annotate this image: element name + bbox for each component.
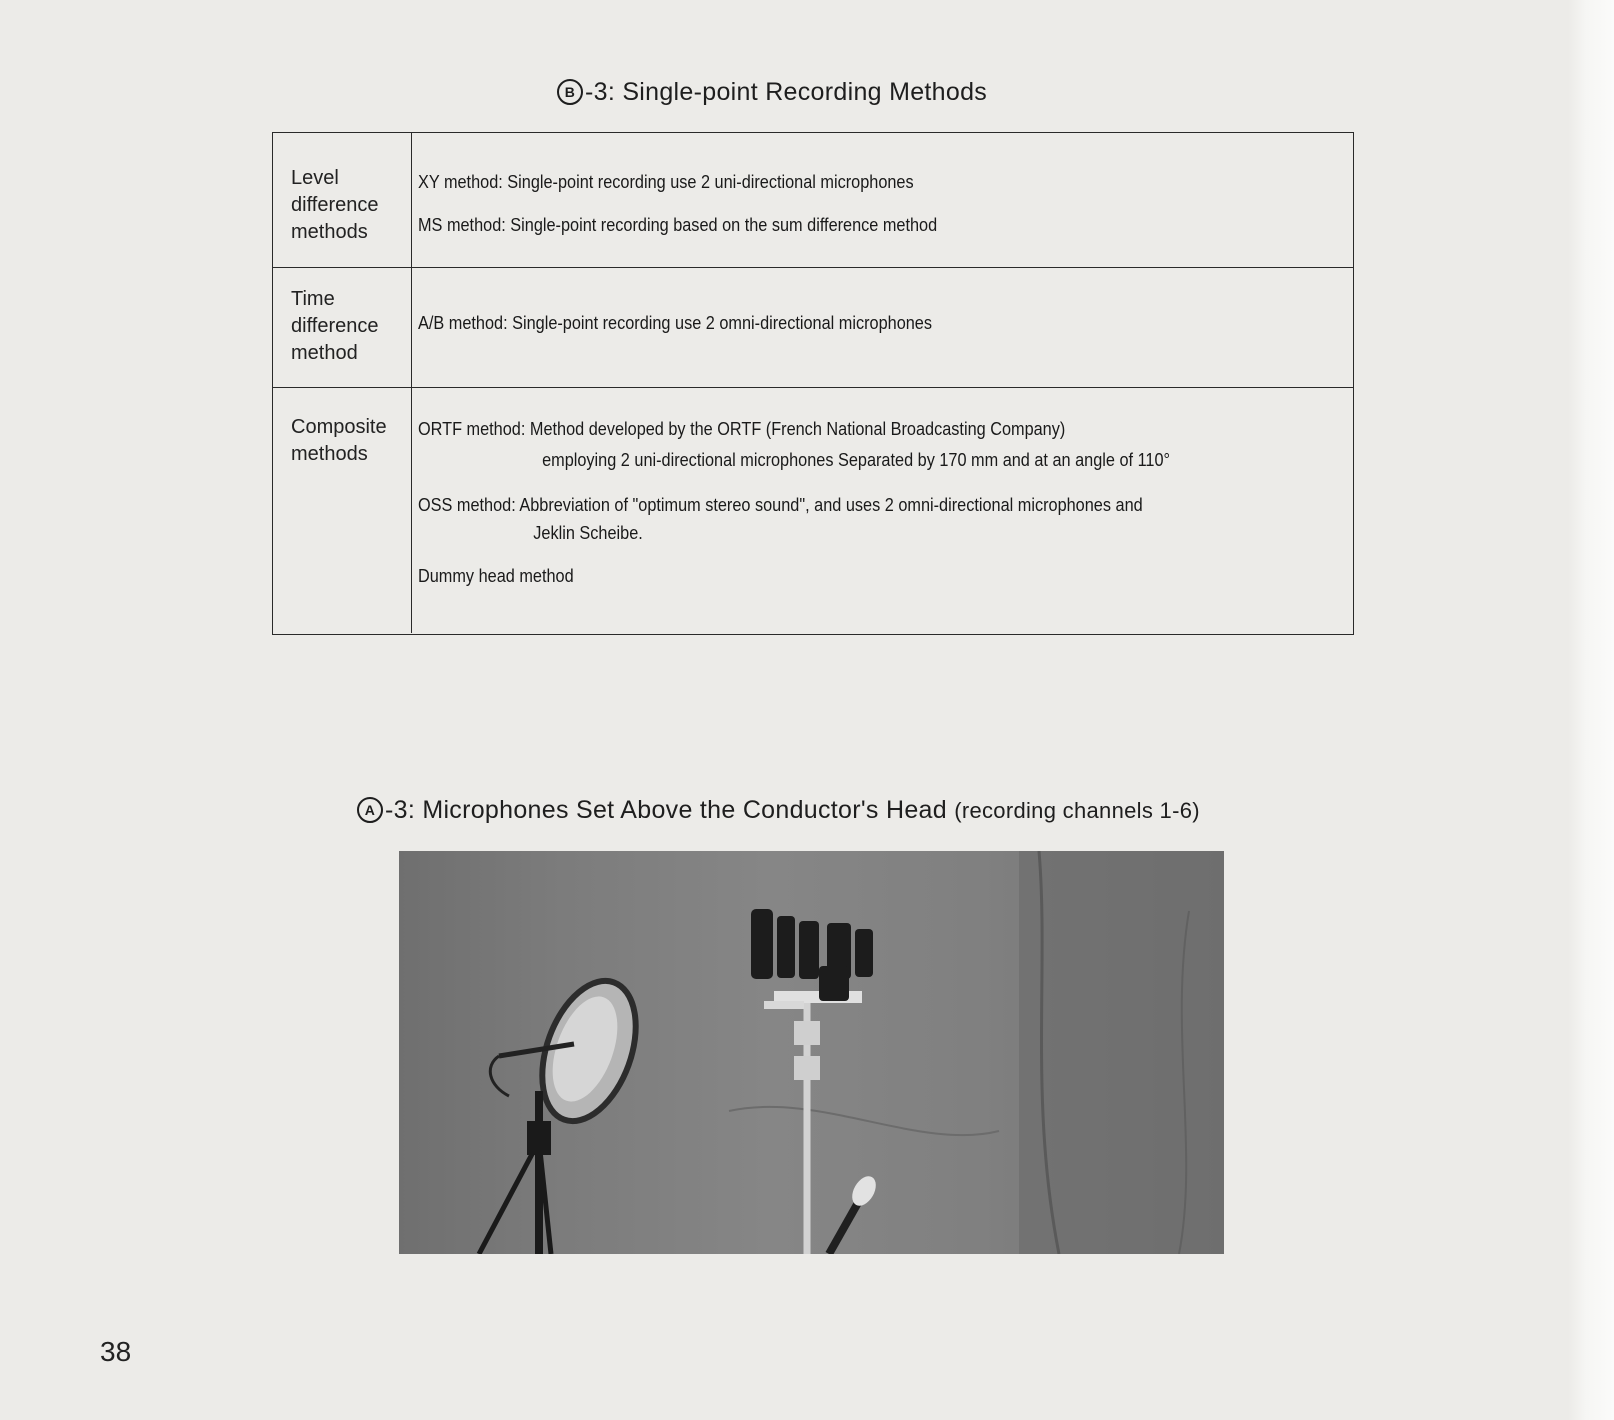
method-name: OSS method:	[418, 494, 516, 515]
method-description-continued: Jeklin Scheibe.	[533, 522, 643, 543]
method-description: Method developed by the ORTF (French National Broadcasting Company)	[529, 418, 1066, 439]
category-label: Time difference method	[291, 288, 379, 364]
method-name: XY method:	[418, 171, 503, 192]
method-description: Abbreviation of "optimum stereo sound", and uses 2 omni-directional microphones and	[519, 494, 1143, 515]
category-label: Composite methods	[291, 416, 387, 465]
method-name: A/B method:	[418, 312, 508, 333]
category-label: Level difference methods	[291, 167, 379, 243]
method-entry	[418, 494, 1232, 543]
method-name: Dummy head method	[418, 565, 574, 586]
section-a-heading	[357, 796, 1200, 825]
method-name: ORTF method:	[418, 418, 526, 439]
section-b-title: -3: Single-point Recording Methods	[585, 78, 988, 106]
section-a-subtitle: (recording channels 1-6)	[954, 798, 1200, 823]
table-row	[273, 267, 1353, 387]
method-description: Single-point recording use 2 uni-directional microphones	[507, 171, 914, 192]
microphone-photo	[399, 851, 1224, 1254]
method-name: MS method:	[418, 214, 506, 235]
page-edge	[1568, 0, 1614, 1420]
table-row	[273, 387, 1353, 633]
method-entry	[418, 565, 1232, 587]
page-number: 38	[100, 1336, 132, 1367]
method-description: Single-point recording use 2 omni-directional microphones	[512, 312, 933, 333]
circled-letter-a: A	[357, 797, 383, 823]
method-entry	[418, 214, 1232, 236]
method-entry	[418, 312, 1232, 334]
table-row	[273, 133, 1353, 267]
method-entry	[418, 418, 1232, 470]
section-b-heading	[557, 78, 987, 107]
photo-illustration	[399, 851, 1224, 1254]
section-a-title: -3: Microphones Set Above the Conductor's Head	[385, 796, 947, 824]
method-description-continued: employing 2 uni-directional microphones Separated by 170 mm and at an angle of 110°	[542, 449, 1171, 470]
circled-letter-b: B	[557, 79, 583, 105]
recording-methods-table	[272, 132, 1354, 635]
method-entry	[418, 171, 1232, 193]
method-description: Single-point recording based on the sum difference method	[510, 214, 938, 235]
